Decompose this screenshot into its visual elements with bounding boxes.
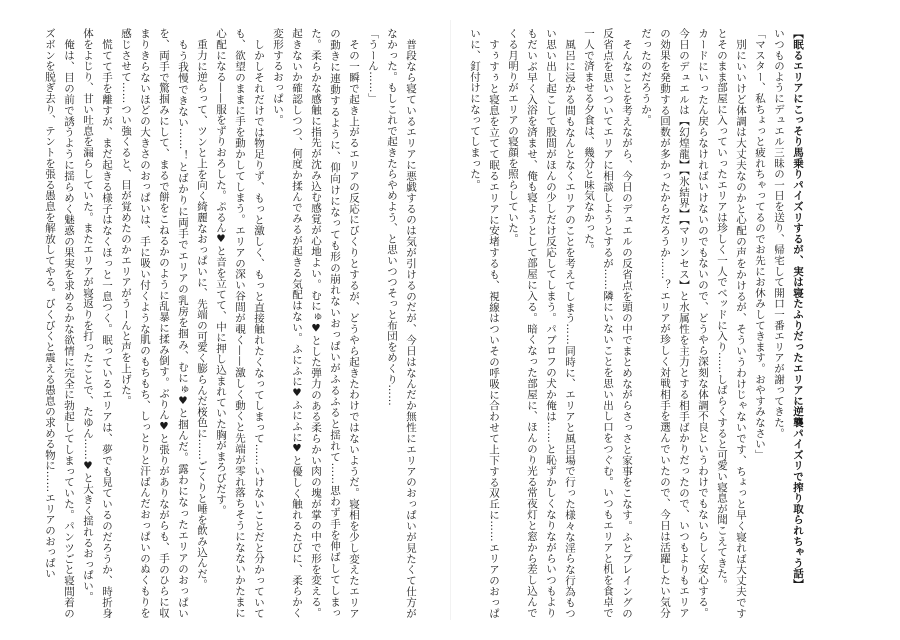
- left-page: [40, 28, 440, 618]
- page-gutter: [450, 20, 451, 620]
- paragraph: 普段なら寝ているエリアに悪戯するのは気が引けるのだが、今日はなんだか無性にエリアのおっぱいが見たくて仕方がなかった。もしこれで起きたらやめよう、と思いつつそっと布団をめくり……: [386, 28, 417, 618]
- paragraph: いつものようにデュエル三昧の一日を送り、帰宅して開口一番エリアが謝ってきた。: [773, 28, 785, 439]
- right-page-text: [465, 28, 807, 618]
- right-page: [465, 28, 865, 618]
- paragraph: もう我慢できない……！とばかりに両手でエリアの乳房を掴み、むにゅ♥と掴んだ。露わになったエリアのおっぱいを、両手で驚掴みにして、まるで餅をこねるかのように乱暴に揉み倒す。ぶりん♥と張りがありながらも、手のひらに収まりきらないほどの大きさのおっぱいは、手に吸い付くような肌のもちもち、しっとりと汗ばんだおっぱいのぬくもりを感じさせて……つい強くると、目が覚めたのかエリアがうーんと声を上げた。: [120, 28, 189, 618]
- paragraph: 別にいいけど体調は大丈夫なのかと心配の声をかけるが、そういうわけじゃないです、ちょっと早く寝れば大丈夫ですとそのまま部屋に入っていったエリアは珍しく一人でベッドに入り……しばらくすると可愛い寝息が聞こえてきた。: [716, 28, 747, 618]
- paragraph: 風呂に浸かる間もなんとなくエリアのことを考えてしまう……同時に、エリアと風呂場で行った様々な淫らな行為もつい思い出し起こして股間がほんの少しだけ反応してしまう。パブロフの犬か俺は……と恥ずかしくなりながらいつもよりもだいぶ早く入浴を済ませ、俺も寝ようとして部屋に入る。暗くなった部屋に、ほんのり光る常夜灯と窓から差し込んでくる月明りがエリアの寝顔を照らしていた。: [507, 28, 576, 618]
- paragraph: 重力に逆らって、ツンと上を向く綺麗なおっぱいに、先端の可愛く膨らんだ桜色に……ごくりと唾を飲み込んだ。: [196, 38, 208, 590]
- dialogue: 「うーん……」: [367, 28, 379, 104]
- story-title: 【眠るエリアにこっそり馬乗りパイズリするが、実は寝たふりだったエリアに逆襲パイズリで搾り取られちゃう話】: [792, 28, 804, 590]
- paragraph: しかしそれだけでは物足りず、もっと激しく、もっと直接触れたくなってしまって……いけないことだと分かっていても、欲望のままに手を動かしてしまう。エリアの深い谷間が覗く——激しく動くと先端が零れ落ちそうになないかたまに心配になる——服をずりおろした。ぷるん♥と音を立てて、中に押し込まれていた胸がまろびだす。: [215, 28, 265, 618]
- paragraph: そんなことを考えながら、今日のデュエルの反省点を頭の中でまとめながらさっさと家事をこなす。ふとプレイングの反省点を思いついてエリアに相談しようとするが……隣にいないことを思い出し口をつぐむ。いつもエリアと机を食卓で一人で済ませる夕食は、幾分と味気なかった。: [583, 28, 633, 618]
- paragraph: 俺は、目の前で誘うように揺らめく魅惑の果実を求めるかな欲情に完全に勃起してしまっていた。パンツごと寝間着のズボンを脱ぎ去り、テントを張る愚息を解放してやる。びくびくと震える愚息の求める物に……エリアのおっぱい: [44, 28, 75, 618]
- paragraph: カードにいったん戻らなければいけないのでもないので、どうやら深刻な体調不良というわけでもないらしく安心する。今日のデュエルは【幻煌龍】【氷結界】【マリンセス】と水属性を主力とする相手ばかりだったので、いつもよりもエリアの効果を発動する回数が多かったからだろうか……？エリアが珍しく対戦相手を選んでいたので、今日は活躍したい気分だったのだろうか。: [640, 28, 709, 618]
- paragraph: 慌てて手を離すが、まだ起きる様子はなくほっと一息つく。眠っているエリアは、夢でも見ているのだろうか、時折身体をよじり、甘い吐息を漏らしていた。またエリアが寝返りを打ったことで、たゆん……♥と大きく揺れるおっぱい。: [82, 28, 113, 618]
- paragraph: その一瞬で起き上がるエリアの反応にびくりとするが、どうやら起きたわけではないようだ。寝相を少し変えたエリアの動きに連動するように、仰向けになっても形の崩れないおっぱいがふるふると揺れて……思わず手を伸ばしてしまった。柔らかな感触に指先が沈み込む感覚が心地よい。むにゅ♥とした弾力のある柔らかい肉の塊が掌の中で形を変える。起きないか確認しつつ、何度か揉んでみるが起きる気配はない。ふにふに♥ふにふに♥と優しく触れるたびに、柔らかく変形するおっぱい。: [272, 28, 360, 618]
- left-page-text: [40, 28, 420, 618]
- dialogue: 「マスター、私ちょっと疲れちゃってるのでお先にお休みしてきます。おやすみなさい」: [754, 28, 766, 460]
- paragraph: すぅすぅと寝息を立てて眠るエリアに安堵するも、視線はついその呼吸に合わせて上下する双丘に……エリアのおっぱいに、釘付けになってしまった。: [469, 28, 500, 618]
